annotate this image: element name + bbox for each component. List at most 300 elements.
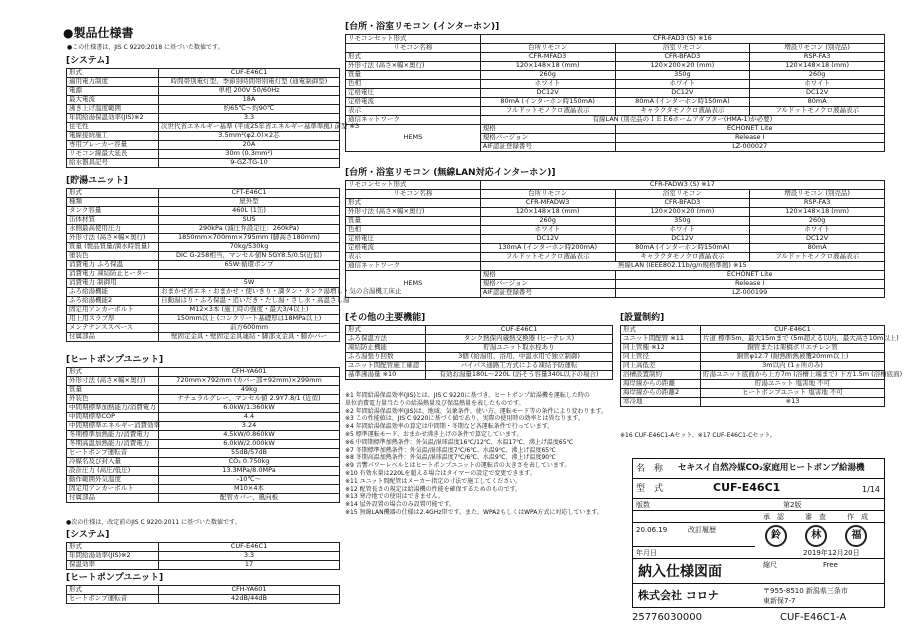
spec-label: 中間期標準加熱能力/消費電力 [67, 404, 159, 413]
date-label: 年月日 [636, 549, 657, 557]
spec-value: DC12V [615, 235, 750, 244]
table-row [67, 485, 340, 494]
spec-value: 260g [480, 71, 615, 80]
approve-label: 承 認 [763, 513, 784, 521]
spec-value: 6.0kW/2.000kW [159, 440, 340, 449]
footnote-line: ※1 年間給湯保温効率(JIS)とは、JIS C 9220に基づき、ヒートポンプ給湯機を運転した時の [345, 392, 590, 399]
spec-label: ユニット間配管 ※11 [621, 335, 701, 344]
table-row [67, 207, 340, 216]
table-row [67, 377, 340, 386]
spec-label: 冷媒名及び封入量 [67, 458, 159, 467]
spec-value: 3個 (給湯用、浴用、中温水用で独立制御) [426, 353, 613, 362]
spec-label: 保温効率 [67, 561, 159, 570]
spec-value: 配管カバー、風向板 [159, 494, 340, 503]
table-row [346, 71, 885, 80]
footnote-line: 単位消費電力量当たりの給湯熱量及び保温熱量を表したものです。 [345, 399, 525, 407]
spec-value: 80mA (インターホン時150mA) [615, 244, 750, 253]
hems-row [346, 271, 885, 280]
spec-label: リモコン線最大延長 [67, 150, 159, 159]
hems-key: AIF認証登録番号 [480, 143, 615, 152]
spec-label: 種類 [67, 198, 159, 207]
footnote-line: ※7 冬期標準加熱条件：外気温/湿球温度7℃/6℃、水温9℃、沸上げ温度65℃ [345, 446, 556, 454]
spec-value: 290kPa (減圧弁設定圧：260kPa) [159, 225, 340, 234]
stamp-draw: 福 [845, 525, 867, 547]
spec-value: 49kg [159, 386, 340, 395]
spec-label: 冬期高温加熱能力/消費電力 [67, 440, 159, 449]
footnotes [345, 392, 620, 607]
hems-label: HEMS [346, 125, 481, 152]
company-address-2: 東新保7-7 [763, 597, 796, 605]
table-header-row [346, 44, 885, 53]
spec-label: 中間期標準COP [67, 413, 159, 422]
spec-value: ヒートポンプユニット 塩害地 不可 [701, 389, 885, 398]
spec-value: 260g [750, 71, 885, 80]
footnote-line: ※4 年間給湯保温効率の算定は中間期・冬期など各運転条件で行っています。 [345, 423, 554, 431]
spec-value: 銅管または架橋ポリエチレン管 [701, 344, 885, 353]
install-table [620, 325, 903, 407]
document-title: 納入仕様図面 [638, 564, 722, 580]
hems-value: LZ-000199 [615, 289, 885, 298]
footnote-line: ※3 この性能値は、JIS C 9220に基づく値であり、実際の使用時の効率とは異なります。 [345, 415, 584, 423]
spec-label: 外形寸法 (高さ×幅×奥行) [346, 62, 481, 71]
spec-label: 消費電力 凍結防止ヒーター [67, 270, 159, 279]
spec-value: 4.5kW/0.860kW [159, 431, 340, 440]
spec-label: 外形寸法 (高さ×幅×奥行) [67, 377, 159, 386]
spec-label: 適用電力制度 [67, 78, 159, 87]
scale-value: Free [823, 561, 838, 569]
title-block [632, 458, 885, 608]
spec-label: 形式 [67, 543, 159, 552]
spec-value: CUF-E46C1 [159, 69, 340, 78]
column-header: リモコン名称 [346, 190, 481, 199]
spec-value: 屋外型 [159, 198, 340, 207]
spec-value: 5W [159, 279, 340, 288]
spec-value: 20A [159, 141, 340, 150]
spec-value: 前方600mm [159, 324, 340, 333]
spec-value: 単相 200V 50/60Hz [159, 87, 340, 96]
spec-value: 70kg/530kg [159, 243, 340, 252]
document-number: 25776030000 [632, 612, 702, 623]
spec-label: 寒冷地 [621, 398, 701, 407]
table-row [346, 226, 885, 235]
spec-label: 色相 [346, 80, 481, 89]
spec-value: 80mA [750, 98, 885, 107]
system2011-table [66, 542, 340, 570]
spec-value [159, 270, 340, 279]
spec-label: タンク容量 [67, 207, 159, 216]
set-value: CFR-FAD3 (S) ※16 [480, 35, 884, 44]
spec-label: 同上高低差 [621, 362, 701, 371]
hems-label: HEMS [346, 271, 481, 298]
spec-value: 120×200×20 (mm) [615, 62, 750, 71]
table-row [67, 595, 340, 604]
spec-label: 形式 [67, 368, 159, 377]
spec-label: 用上用スラブ厚 [67, 315, 159, 324]
footnote-line: ※12 配管長さの規定は給湯機の性能を確保するためのものです。 [345, 485, 522, 493]
check-label: 審 査 [805, 513, 826, 521]
footnote-line: ※10 有効水量は220Lを超える場合はタイマーの設定で変更できます。 [345, 469, 536, 477]
set-reference-notes: ※16 CUF-E46C1-Aセット、※17 CUF-E46C1-Cセット。 [620, 432, 776, 439]
revision-value: 第2版 [783, 501, 802, 509]
spec-label: 質量 [346, 217, 481, 226]
hems-value: LZ-000027 [615, 143, 885, 152]
spec-value: 無線LAN (IEEE802.11b/g/n規格準拠) ※15 [480, 262, 884, 271]
table-row [67, 189, 340, 198]
hems-key: 規格 [480, 125, 615, 134]
spec-value: ホワイト [480, 226, 615, 235]
spec-value: 3m以内 (1ヵ所のみ) [701, 362, 885, 371]
spec-value: CFR-MFAD3 [480, 53, 615, 62]
spec-label: 住宅性 [67, 123, 159, 132]
table-row [67, 78, 340, 87]
spec-label: 通信ネットワーク [346, 262, 481, 271]
spec-value: 有効お湯量180L〜220L (浴そう容量340L以下の場合) [426, 371, 613, 380]
spec-label: 定格電流 [346, 244, 481, 253]
spec-label: 電線接続施工 [67, 132, 159, 141]
footnote-line: ※2 年間給湯保温効率(JIS)は、地域、気象条件、使い方、運転モード等の条件により変わります。 [345, 407, 608, 415]
draw-label: 作 成 [847, 513, 868, 521]
spec-label: 形式 [67, 69, 159, 78]
spec-label: 定格電流 [346, 98, 481, 107]
table-row [67, 198, 340, 207]
spec-value: 3.5mm²(φ2.0)×2芯 [159, 132, 340, 141]
set-label: リモコンセット形式 [346, 35, 481, 44]
model-value: CUF-E46C1 [713, 481, 781, 494]
model-label: 型 式 [636, 484, 664, 494]
spec-value: 120×148×18 (mm) [750, 208, 885, 217]
spec-value: 55dB/57dB [159, 449, 340, 458]
spec-value: ホワイト [615, 80, 750, 89]
spec-label: 定格電圧 [346, 235, 481, 244]
spec-label: 海岸線からの距離 [621, 380, 701, 389]
spec-value: DC12V [615, 89, 750, 98]
spec-label: ユニット間配管施工確認 [346, 362, 426, 371]
spec-value: 30m (0.3mm²) [159, 150, 340, 159]
spec-label: 表示 [346, 253, 481, 262]
spec-label: 外形寸法 (高さ×幅×奥行) [67, 234, 159, 243]
spec-value: おまかせ省エネ・おまかせ・使いきり・満タン・タンク湯増し・気の合湯機工床止 [159, 288, 340, 297]
other-heading: [その他の主要機能] [345, 313, 426, 323]
column-header: 増設リモコン (別売品) [750, 190, 885, 199]
spec-label: 動作範囲外気温度 [67, 476, 159, 485]
spec-label: 定格電圧 [346, 89, 481, 98]
spec-value: CFH-YA601 [159, 368, 340, 377]
remote1-table [345, 34, 885, 152]
spec-label: 浴槽設置制約 [621, 371, 701, 380]
spec-value: 80mA (インターホン時150mA) [480, 98, 615, 107]
install-heading: [設置制約] [620, 313, 665, 323]
spec-value: ホワイト [750, 80, 885, 89]
spec-value: 6.0kW/1.360kW [159, 404, 340, 413]
spec-value: -10℃〜 [159, 476, 340, 485]
hp2011-heading: [ヒートポンプユニット] [66, 573, 164, 583]
table-row [346, 89, 885, 98]
spec-label: ふろ保温方法 [346, 335, 426, 344]
spec-value: M12×3本 (施工時の強度・最大3/4以上) [159, 306, 340, 315]
spec-value: RSP-FA3 [750, 199, 885, 208]
footnote-line: ※14 屋外設置の場合のみ設置可能です。 [345, 501, 456, 509]
spec-value: バイパス通路工方式による凍結予防運転 [426, 362, 613, 371]
set-label: リモコンセット形式 [346, 181, 481, 190]
hems-key: AIF認証登録番号 [480, 289, 615, 298]
spec-value: CUF-E46C1 [159, 543, 340, 552]
spec-value: 1850mm×700mm×795mm (脚高さ180mm) [159, 234, 340, 243]
revision-note: 改訂履歴 [688, 526, 716, 534]
hems-key: 規格バージョン [480, 134, 615, 143]
table-header-row [346, 190, 885, 199]
spec-label: 表示 [346, 107, 481, 116]
spec-label: 質量 (製品質量/満水時質量) [67, 243, 159, 252]
standard-note-2011: ●次の仕様は、改定前のJIS C 9220:2011 に基づいた数値です。 [66, 519, 241, 526]
tank-heading: [貯湯ユニット] [66, 176, 128, 186]
table-row [346, 208, 885, 217]
spec-label: 通信ネットワーク [346, 116, 481, 125]
other-table [345, 325, 613, 380]
spec-value: タンク熱保内蔵熱交換器 (ヒーテレス) [426, 335, 613, 344]
table-row [67, 159, 340, 168]
footnote-line: ※13 寒冷地での使用はできません。 [345, 493, 444, 501]
hems-key: 規格バージョン [480, 280, 615, 289]
spec-value: 120×200×20 (mm) [615, 208, 750, 217]
spec-value: 3.24 [159, 422, 340, 431]
spec-value: 260g [750, 217, 885, 226]
spec-value: RSP-FA3 [750, 53, 885, 62]
remote1-heading: [台所・浴室リモコン (インターホン)] [345, 22, 500, 32]
table-row [346, 199, 885, 208]
spec-value: 約65℃〜約90℃ [159, 105, 340, 114]
spec-value: CO₂ 0.750kg [159, 458, 340, 467]
spec-label: 形式 [346, 53, 481, 62]
spec-label: 給水器具記号 [67, 159, 159, 168]
hems-value: Release I [615, 134, 885, 143]
hp2011-table [66, 585, 340, 604]
spec-label: 冬期標準加熱能力/消費電力 [67, 431, 159, 440]
spec-label: 色相 [346, 226, 481, 235]
column-header: 台所リモコン [480, 44, 615, 53]
footnote-line: ※11 ユニット間配管はメーカー指定の寸法で施工してください。 [345, 477, 522, 485]
spec-value: 720mm×792mm (カバー部+92mm)×299mm [159, 377, 340, 386]
spec-value: キャラクタモノクロ液晶表示 [615, 253, 750, 262]
spec-value: DC12V [480, 235, 615, 244]
spec-value: M10×4本 [159, 485, 340, 494]
standard-note-2018: ●この仕様書は、JIS C 9220:2018 に基づいた数値です。 [67, 44, 224, 51]
column-header: 台所リモコン [480, 190, 615, 199]
stamp-check: 林 [805, 525, 827, 547]
spec-value: DC12V [750, 89, 885, 98]
company-name: 株式会社 コロナ [638, 589, 719, 602]
spec-value: ナチュラルグレー、マンセル値 2.9Y7.8/1 (近似) [159, 395, 340, 404]
spec-value: DIC G-258相当、マンセル値N 5GY8.5/0.5(近似) [159, 252, 340, 261]
system2011-heading: [システム] [66, 530, 110, 540]
hems-value: ECHONET Lite [615, 271, 885, 280]
spec-value: CFR-BFAD3 [615, 53, 750, 62]
table-row [67, 333, 340, 342]
spec-label: 年間給湯保温効率(JIS)※2 [67, 114, 159, 123]
table-row [346, 62, 885, 71]
spec-value: ホワイト [750, 226, 885, 235]
spec-label: 同上管種 ※12 [621, 344, 701, 353]
revision-date: 20.06.19 [636, 526, 668, 534]
spec-value: 貯湯ユニット 塩害地 不可 [701, 380, 885, 389]
date-value: 2019年12月20日 [803, 549, 860, 557]
table-row [621, 389, 885, 398]
column-header: 増設リモコン (別売品) [750, 44, 885, 53]
footnote-line: ※8 冬期高温加熱条件：外気温/湿球温度7℃/6℃、水温9℃、沸上げ温度90℃ [345, 454, 556, 462]
spec-label: 水側最高使用圧力 [67, 225, 159, 234]
spec-label: 電源 [67, 87, 159, 96]
table-row [346, 217, 885, 226]
hems-value: ECHONET Lite [615, 125, 885, 134]
spec-label: 凍結防止機能 [346, 344, 426, 353]
spec-value: 350g [615, 217, 750, 226]
spec-value: CUF-E46C1 [701, 326, 885, 335]
remote2-table [345, 180, 885, 298]
spec-value: フルドットモノクロ液晶表示 [480, 107, 615, 116]
spec-value: 460L (1缶) [159, 207, 340, 216]
spec-value: ※13 [701, 398, 885, 407]
system-heading: [システム] [66, 56, 110, 66]
spec-value: 130mA (インターホン時200mA) [480, 244, 615, 253]
spec-value: 65W:循環ポンプ [159, 261, 340, 270]
spec-label: 設計圧力 (高圧/低圧) [67, 467, 159, 476]
spec-value: キャラクタモノクロ液晶表示 [615, 107, 750, 116]
table-row [346, 53, 885, 62]
spec-label: 外形寸法 (高さ×幅×奥行) [346, 208, 481, 217]
spec-value: ホワイト [615, 226, 750, 235]
spec-label: 缶体材質 [67, 216, 159, 225]
spec-value: 260g [480, 217, 615, 226]
spec-value: 有線LAN (別売品のＩＥＥ6ホームアダプター(HMA-1)が必要) [480, 116, 884, 125]
scale-label: 縮尺 [763, 561, 777, 569]
revision-label: 版数 [636, 501, 650, 509]
spec-label: メンテナンススペース [67, 324, 159, 333]
table-row [621, 353, 885, 362]
table-row [67, 87, 340, 96]
spec-value: 120×148×18 (mm) [480, 62, 615, 71]
spec-value: 80mA [750, 244, 885, 253]
table-row [346, 235, 885, 244]
spec-label: ふろ湯張り回数 [346, 353, 426, 362]
spec-value: 自動湯はり・ふろ保温・追いだき・たし湯・さし水・高温さし湯 [159, 297, 340, 306]
footnote-line: ※9 音響パワーレベルとはヒートポンプユニットの運転音の大きさを表しています。 [345, 462, 571, 470]
table-row [67, 561, 340, 570]
table-row [67, 315, 340, 324]
spec-label: ヒートポンプ運転音 [67, 595, 159, 604]
page-number: 1/14 [862, 485, 880, 494]
table-row [621, 398, 885, 407]
spec-label: 形式 [346, 326, 426, 335]
spec-label: 形式 [67, 586, 159, 595]
spec-label: 中間期標準エネルギー消費効率 [67, 422, 159, 431]
table-row [346, 262, 885, 271]
spec-value: 4.4 [159, 413, 340, 422]
hp-table [66, 367, 340, 503]
spec-value: 120×148×18 (mm) [750, 62, 885, 71]
company-address-1: 〒955-8510 新潟県三条市 [763, 587, 848, 595]
spec-value: CFR-BFAD3 [615, 199, 750, 208]
remote2-heading: [台所・浴室リモコン (無線LAN対応インターホン)] [345, 168, 556, 178]
spec-label: 外装色 [67, 395, 159, 404]
spec-label: ふろ給湯機能2 [67, 297, 159, 306]
spec-value: 3.3 [159, 552, 340, 561]
spec-value: ホワイト [480, 80, 615, 89]
table-row [346, 253, 885, 262]
spec-value: 銅管φ12.7 (耐熱断熱被覆20mm以上) [701, 353, 885, 362]
spec-value: 3.3 [159, 114, 340, 123]
table-row [346, 371, 613, 380]
spec-value: 17 [159, 561, 340, 570]
spec-label: 消費電力 ふろ保温 [67, 261, 159, 270]
approval-stamps [765, 525, 867, 547]
spec-label: 同上管径 [621, 353, 701, 362]
product-name: セキスイ自然冷媒CO₂家庭用ヒートポンプ給湯機 [678, 463, 865, 473]
spec-label: 沸き上げ温度範囲 [67, 105, 159, 114]
hems-value: Release I [615, 280, 885, 289]
spec-value: 壁固定金具・壁固定金具連結・脚部支金具・膨かバー [159, 333, 340, 342]
table-row [67, 494, 340, 503]
hems-key: 規格 [480, 271, 615, 280]
spec-label: 基準沸湯量 ※10 [346, 371, 426, 380]
spec-label: 付属部品 [67, 333, 159, 342]
spec-value: 貯湯ユニット底面から上方7m (浴槽上端まで) 下方1.5m (浴槽底面) [701, 371, 885, 380]
column-header: リモコン名称 [346, 44, 481, 53]
spec-value: 13.3MPa/8.0MPa [159, 467, 340, 476]
spec-value: CFH-YA601 [159, 586, 340, 595]
spec-value: 片道 標準5m、最大15mまで (5m超える以内、最大高さ10m以上) [701, 335, 885, 344]
spec-label: ヒートポンプ運転音 [67, 449, 159, 458]
set-value: CFR-FADW3 (S) ※17 [480, 181, 884, 190]
spec-value: 150mm以上 (コンクリート基礎厚は18MPa以上) [159, 315, 340, 324]
spec-value: 時間帯別電灯型、季節別時間帯別電灯型 (通電制御型) [159, 78, 340, 87]
stamp-approve: 鈴 [765, 525, 787, 547]
spec-value: 42dB/44dB [159, 595, 340, 604]
spec-value: CUF-E46C1 [426, 326, 613, 335]
spec-value: 18A [159, 96, 340, 105]
spec-value: フルドットモノクロ液晶表示 [750, 253, 885, 262]
spec-label: 質量 [346, 71, 481, 80]
spec-value: 120×148×18 (mm) [480, 208, 615, 217]
spec-label: 形式 [346, 199, 481, 208]
spec-value: 次世代省エネルギー基準 (平成25年省エネルギー基準準拠) 前型 ※3 [159, 123, 340, 132]
name-label: 名 称 [636, 464, 664, 474]
spec-value: CFR-MFADW3 [480, 199, 615, 208]
spec-value: 貯湯ユニット取水栓あり [426, 344, 613, 353]
spec-label: ふろ給湯機能 [67, 288, 159, 297]
spec-value: CFT-E46C1 [159, 189, 340, 198]
spec-value: 9-GZ-TG-10 [159, 159, 340, 168]
page-title: ●製品仕様書 [63, 26, 134, 40]
footnote-line: ※15 無線LAN機器の仕様は2.4GHz帯です。また、WPA2もしくはWPA方式に対応しています。 [345, 508, 603, 516]
spec-label: 専用ブレーカー容量 [67, 141, 159, 150]
spec-value: 80mA (インターホン時150mA) [615, 98, 750, 107]
spec-label: 固定用アンカーボルト [67, 306, 159, 315]
spec-label: 塗装色 [67, 252, 159, 261]
column-header: 浴室リモコン [615, 44, 750, 53]
spec-label: 最大電流 [67, 96, 159, 105]
spec-value: フルドットモノクロ液晶表示 [750, 107, 885, 116]
spec-label: 形式 [621, 326, 701, 335]
spec-label: 形式 [67, 189, 159, 198]
hems-row [346, 125, 885, 134]
spec-label: 固定用アンカーボルト [67, 485, 159, 494]
spec-value: 350g [615, 71, 750, 80]
document-model: CUF-E46C1-A [780, 612, 847, 623]
table-row [346, 116, 885, 125]
spec-label: 消費電力 制御用 [67, 279, 159, 288]
spec-label: 海岸線からの距離2 [621, 389, 701, 398]
spec-label: 質量 [67, 386, 159, 395]
spec-value: SUS [159, 216, 340, 225]
